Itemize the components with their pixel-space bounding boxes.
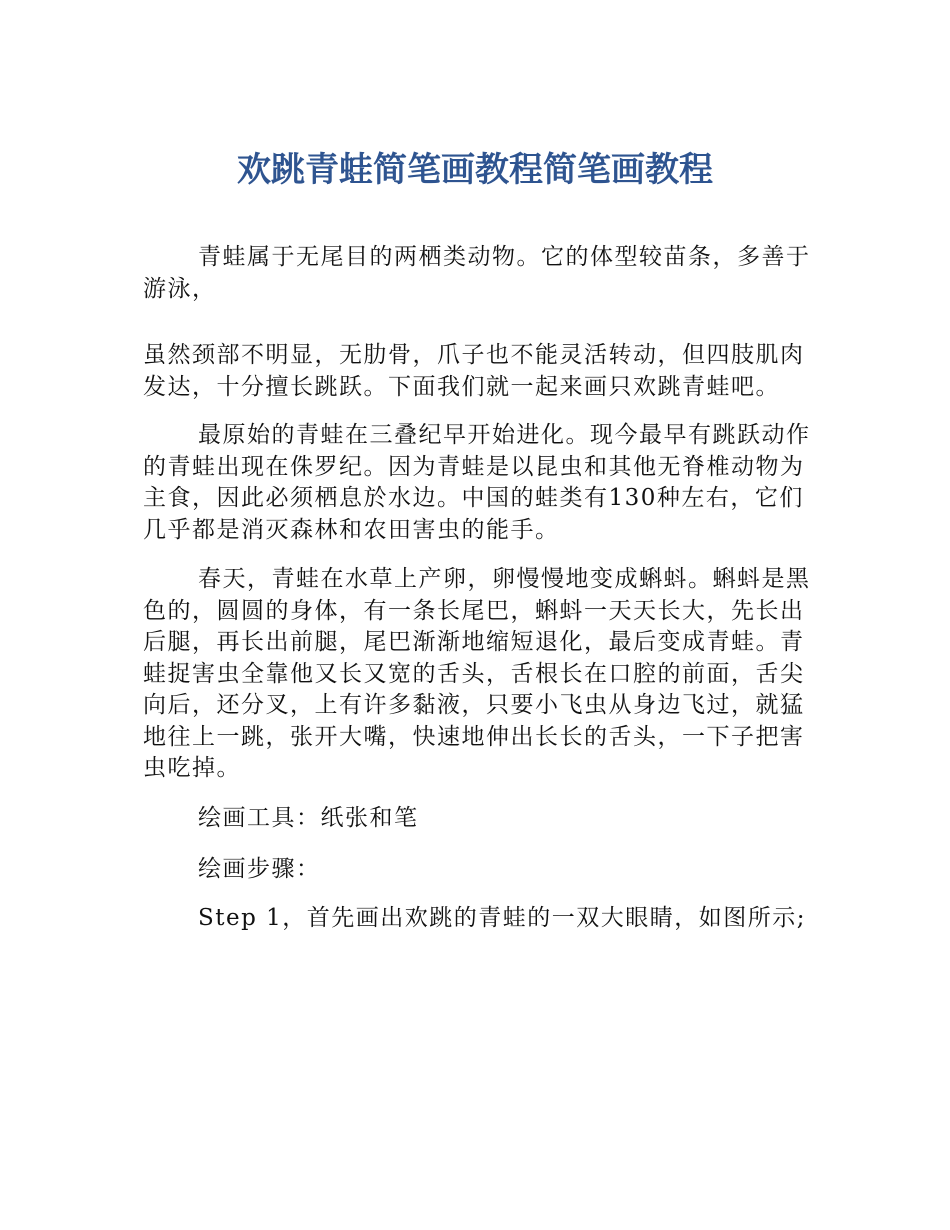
document-title: 欢跳青蛙简笔画教程简笔画教程	[237, 150, 713, 190]
paragraph-lifecycle: 春天，青蛙在水草上产卵，卵慢慢地变成蝌蚪。蝌蚪是黑色的，圆圆的身体，有一条长尾巴，蝌蚪一天天长大，先长出后腿，再长出前腿，尾巴渐渐地缩短退化，最后变成青蛙。青蛙捉害虫全靠他又长又宽的舌头，舌根长在口腔的前面，舌尖向后，还分叉，上有许多黏液，只要小飞虫从身边飞过，就猛地往上一跳，张开大嘴，快速地伸出长长的舌头，一下子把害虫吃掉。	[143, 566, 811, 781]
paragraph-intro-continued: 虽然颈部不明显，无肋骨，爪子也不能灵活转动，但四肢肌肉发达，十分擅长跳跃。下面我们就一起来画只欢跳青蛙吧。	[143, 342, 805, 400]
paragraph-step-1: Step 1，首先画出欢跳的青蛙的一双大眼睛，如图所示;	[198, 905, 807, 931]
paragraph-intro: 青蛙属于无尾目的两栖类动物。它的体型较苗条，多善于游泳，	[143, 244, 811, 302]
paragraph-steps-heading: 绘画步骤：	[198, 856, 321, 882]
paragraph-evolution: 最原始的青蛙在三叠纪早开始进化。现今最早有跳跃动作的青蛙出现在侏罗纪。因为青蛙是以昆虫和其他无脊椎动物为主食，因此必须栖息於水边。中国的蛙类有130种左右，它们几乎都是消灭森林和农田害虫的能手。	[143, 422, 811, 543]
paragraph-tools: 绘画工具：纸张和笔	[198, 805, 419, 831]
